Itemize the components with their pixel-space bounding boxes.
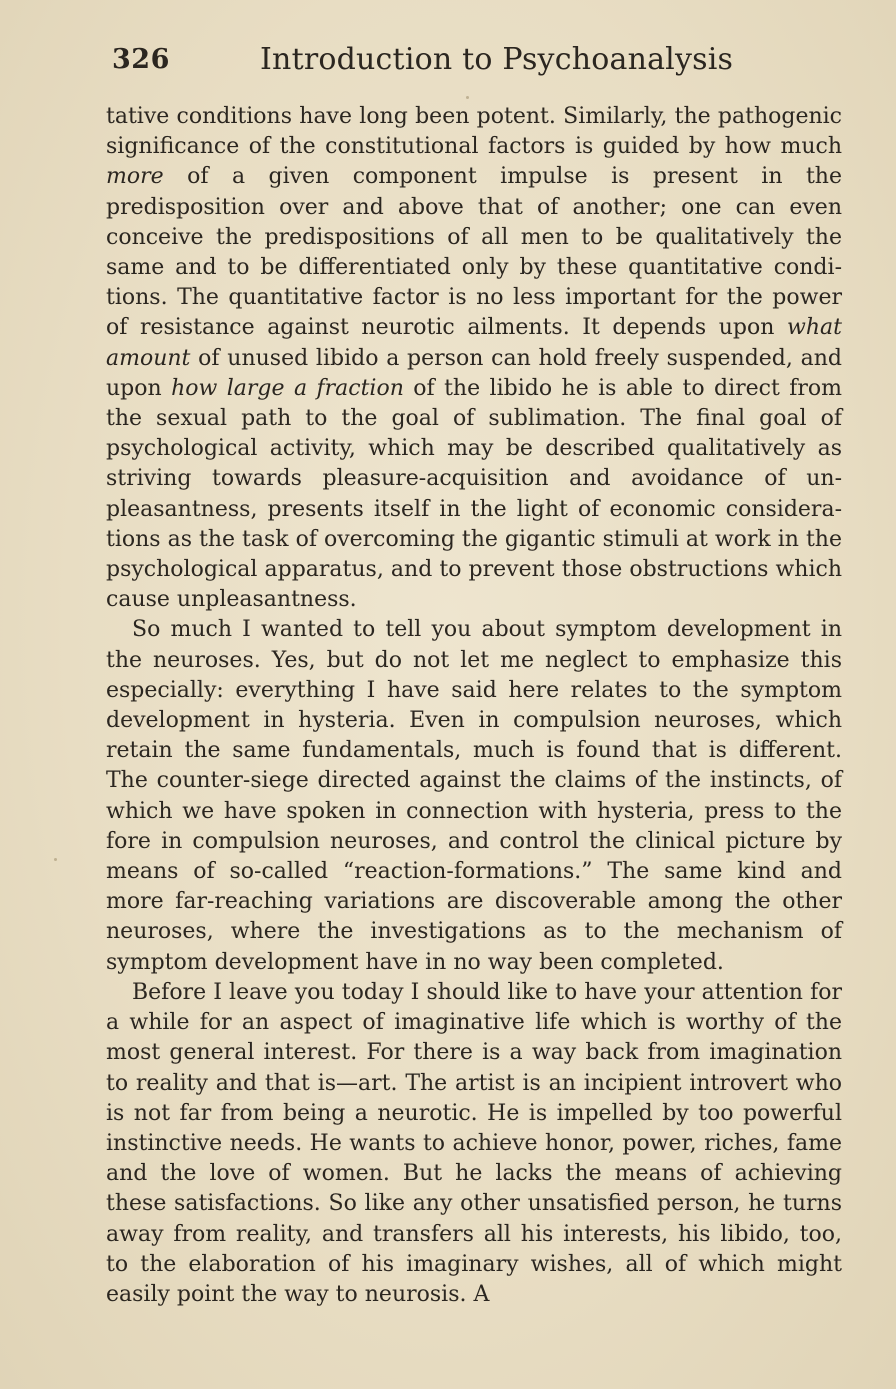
page-number: 326 (112, 44, 170, 75)
running-title: Introduction to Psychoanalysis (260, 42, 734, 77)
paper-speck (466, 96, 469, 99)
paper-speck (54, 858, 57, 861)
emphasis-how-large-a-fraction: how large a fraction (171, 375, 404, 401)
paragraph-2: So much I wanted to tell you about symptom development in the neuroses. Yes, but do not let me neglect to emphasize this especially: everything I have said here relates to the symptom development in hysteria. Even in compulsion neuroses, which retain the same fundamentals, much is found that is different. The counter-siege directed against the claims of the instincts, of which we have spoken in connection with hysteria, press to the fore in compulsion neuroses, and control the clinical picture by means of so-called “reaction-formations.” The same kind and more far-reaching variations are discoverable among the other neuroses, where the investigations as to the mechanism of symptom development have in no way been completed. (106, 617, 842, 975)
paragraph-1 (106, 102, 842, 615)
paragraph-1-text-b: of a given component impulse is present in the predisposition over and above that of another; one can even conceive the predispositions of all men to be qualitatively the same and to be differentiated only by these quantitative conditions. The quantitative factor is no less important for the power of resistance against neurotic ailments. It depends upon (106, 164, 842, 341)
paragraph-3: Before I leave you today I should like to have your attention for a while for an aspect of imaginative life which is worthy of the most general interest. For there is a way back from imagination to reality and that is—art. The artist is an incipient introvert who is not far from being a neurotic. He is impelled by too powerful instinctive needs. He wants to achieve honor, power, riches, fame and the love of women. But he lacks the means of achieving these satisfactions. So like any other unsatisfied person, he turns away from reality, and transfers all his interests, his libido, too, to the elaboration of his imaginary wishes, all of which might easily point the way to neurosis. A (106, 979, 842, 1307)
paragraph-1-text-a: tative conditions have long been potent. Similarly, the pathogenic significance of the constitutional factors is guided by how much (106, 104, 842, 160)
emphasis-more: more (106, 164, 164, 190)
emphasis-what-amount: what amount (106, 315, 842, 371)
paragraph-1-text-d: of the libido he is able to direct from the sexual path to the goal of sublimation. The final goal of psychological activity, which may be described qualitatively as striving towards pleasure-acquisition and avoidance of unpleasantness, presents itself in the light of economic considerations as the task of overcoming the gigantic stimuli at work in the psychological apparatus, and to prevent those obstructions which cause unpleasantness. (106, 375, 842, 613)
page-header (112, 40, 832, 84)
body-text (106, 102, 842, 1310)
paragraph-1-text-c: of unused libido a person can hold freely suspended, and upon (106, 345, 842, 401)
